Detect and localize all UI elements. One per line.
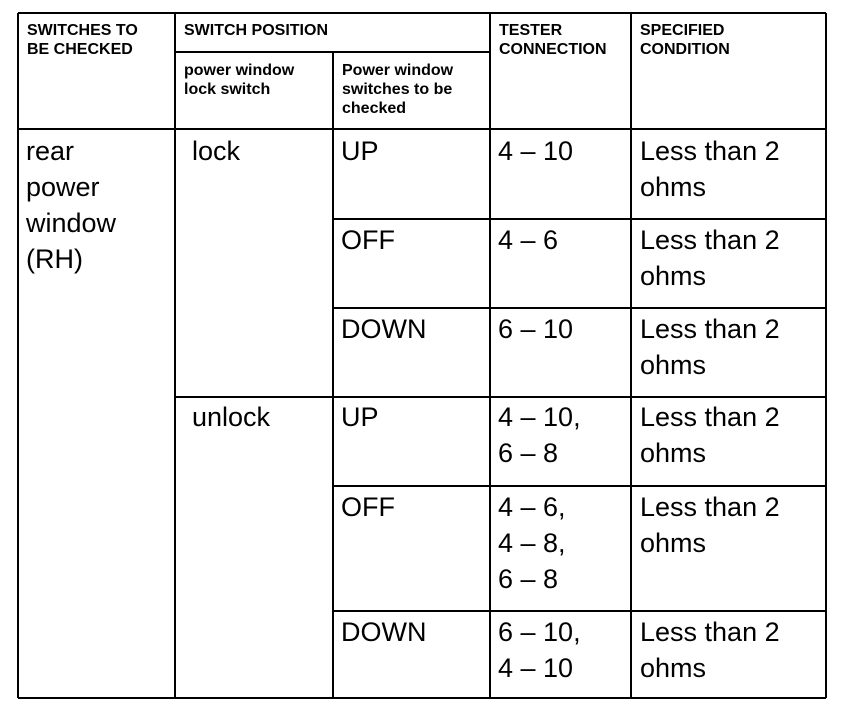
subheader-switches-to-be-checked: Power window switches to be checked	[342, 62, 454, 117]
row-specified-condition: Less than 2 ohms	[640, 314, 780, 380]
row-switch-position: DOWN	[341, 314, 427, 344]
lock-position-unlock: unlock	[192, 402, 271, 432]
lock-position-lock: lock	[192, 136, 241, 166]
row-specified-condition: Less than 2 ohms	[640, 136, 780, 202]
row-specified-condition: Less than 2 ohms	[640, 492, 780, 558]
row-switch-position: UP	[341, 402, 379, 432]
row-specified-condition: Less than 2 ohms	[640, 617, 780, 683]
header-tester-connection: TESTER CONNECTION	[499, 22, 607, 58]
header-switches-to-be-checked: SWITCHES TO BE CHECKED	[27, 22, 138, 58]
row-tester-connection: 6 – 10	[498, 314, 574, 344]
row-specified-condition: Less than 2 ohms	[640, 225, 780, 291]
subheader-lock-switch: power window lock switch	[184, 62, 295, 98]
row-switch-position: DOWN	[341, 617, 427, 647]
row-tester-connection: 4 – 6, 4 – 8, 6 – 8	[498, 492, 566, 594]
header-switch-position: SWITCH POSITION	[184, 22, 328, 39]
row-switch-position: UP	[341, 136, 379, 166]
row-tester-connection: 4 – 10	[498, 136, 574, 166]
row-switch-position: OFF	[341, 492, 395, 522]
switch-checked-label: rear power window (RH)	[26, 136, 117, 274]
row-tester-connection: 4 – 10, 6 – 8	[498, 402, 581, 468]
header-specified-condition: SPECIFIED CONDITION	[640, 22, 730, 58]
row-switch-position: OFF	[341, 225, 395, 255]
row-tester-connection: 6 – 10, 4 – 10	[498, 617, 581, 683]
row-tester-connection: 4 – 6	[498, 225, 559, 255]
row-specified-condition: Less than 2 ohms	[640, 402, 780, 468]
